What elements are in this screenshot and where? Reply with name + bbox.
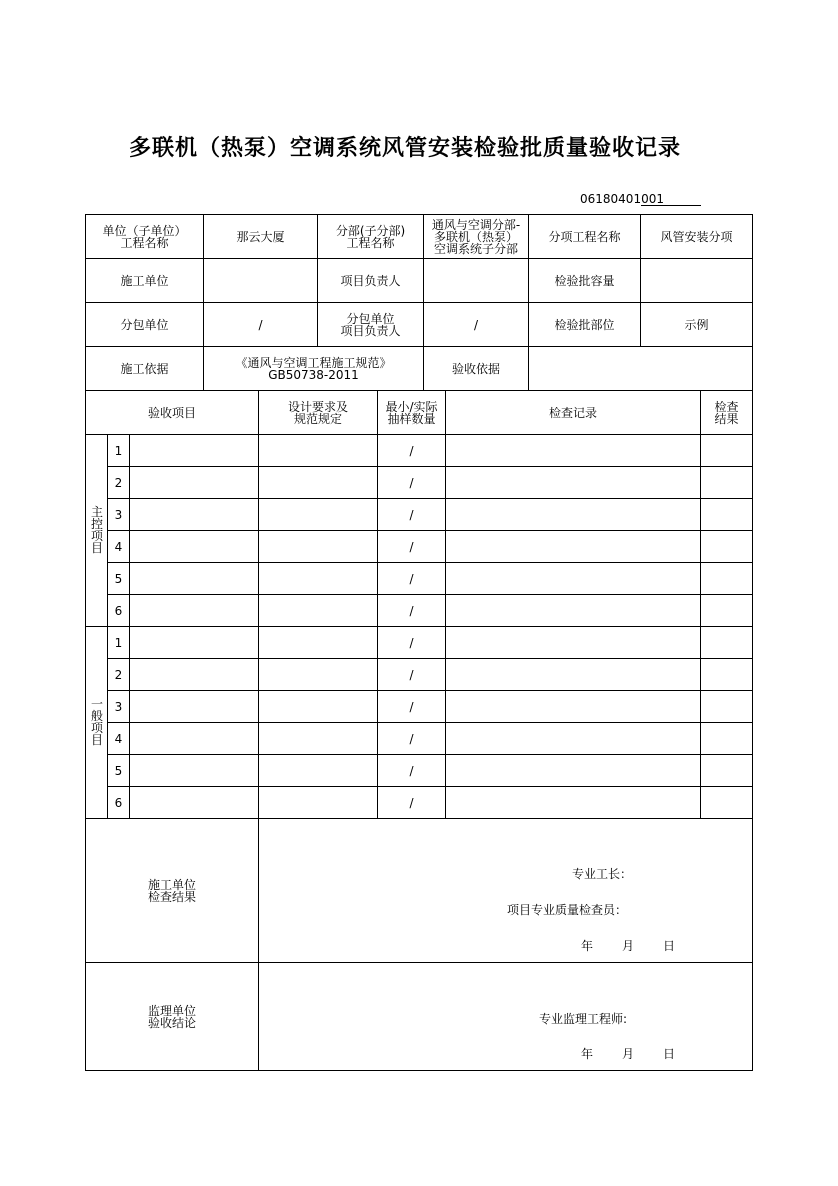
acceptance-basis-label: 验收依据 bbox=[451, 361, 500, 376]
general-row-no: 5 bbox=[114, 763, 123, 778]
foreman-signature-label: 专业工长： bbox=[572, 867, 633, 881]
page-title: 多联机（热泵）空调系统风管安装检验批质量验收记录 bbox=[128, 135, 681, 161]
general-group-label: 一般项目 bbox=[90, 697, 103, 747]
sub-manager-value: / bbox=[473, 317, 479, 332]
contractor-label: 施工单位 bbox=[120, 273, 169, 288]
project-manager-label: 项目负责人 bbox=[340, 273, 401, 288]
division-name-value: 通风与空调分部- 多联机（热泵） 空调系统子分部 bbox=[431, 217, 521, 256]
general-row-sample: / bbox=[409, 731, 414, 746]
general-row-sample: / bbox=[409, 635, 414, 650]
batch-capacity-label: 检验批容量 bbox=[554, 273, 615, 288]
main-row-sample: / bbox=[409, 507, 414, 522]
supervisor-date-day: 日 bbox=[663, 1047, 676, 1061]
supervisor-conclusion-label: 监理单位 验收结论 bbox=[147, 1003, 196, 1030]
col-header-sample: 最小/实际 抽样数量 bbox=[385, 399, 438, 426]
col-header-record: 检查记录 bbox=[548, 405, 597, 420]
contractor-date-month: 月 bbox=[622, 939, 635, 953]
qc-inspector-signature-label: 项目专业质量检查员： bbox=[507, 903, 628, 917]
document-number-prefix: 06180401 bbox=[580, 192, 642, 206]
main-row-no: 6 bbox=[114, 603, 123, 618]
col-header-result: 检查 结果 bbox=[714, 399, 739, 426]
main-control-group-label: 主控项目 bbox=[90, 505, 103, 555]
main-row-no: 4 bbox=[114, 539, 123, 554]
construction-basis-value: 《通风与空调工程施工规范》 GB50738-2011 bbox=[235, 355, 392, 382]
supervising-engineer-signature-label: 专业监理工程师: bbox=[539, 1012, 628, 1026]
unit-name-label: 单位（子单位） 工程名称 bbox=[102, 223, 187, 250]
general-row-no: 3 bbox=[114, 699, 123, 714]
main-row-sample: / bbox=[409, 539, 414, 554]
construction-basis-label: 施工依据 bbox=[120, 361, 169, 376]
col-header-design: 设计要求及 规范规定 bbox=[287, 399, 348, 426]
subitem-name-label: 分项工程名称 bbox=[548, 229, 621, 244]
supervisor-date-month: 月 bbox=[622, 1047, 635, 1061]
general-row-sample: / bbox=[409, 763, 414, 778]
subitem-name-value: 风管安装分项 bbox=[660, 229, 733, 244]
sub-manager-label: 分包单位 项目负责人 bbox=[340, 311, 401, 338]
subcontractor-value: / bbox=[258, 317, 263, 332]
general-row-no: 4 bbox=[114, 731, 123, 746]
contractor-check-label: 施工单位 检查结果 bbox=[147, 877, 196, 904]
unit-name-value: 那云大厦 bbox=[236, 229, 285, 244]
main-row-no: 1 bbox=[114, 443, 123, 458]
batch-location-value: 示例 bbox=[684, 317, 709, 332]
main-row-sample: / bbox=[409, 443, 414, 458]
col-header-item: 验收项目 bbox=[147, 405, 196, 420]
main-row-no: 5 bbox=[114, 571, 123, 586]
general-row-sample: / bbox=[409, 667, 414, 682]
subcontractor-label: 分包单位 bbox=[120, 317, 169, 332]
main-row-no: 3 bbox=[114, 507, 123, 522]
document-number-suffix: 001 bbox=[641, 193, 701, 206]
contractor-date-year: 年 bbox=[581, 939, 594, 953]
division-name-label: 分部(子分部) 工程名称 bbox=[335, 223, 406, 250]
contractor-date-day: 日 bbox=[663, 939, 676, 953]
general-row-sample: / bbox=[409, 795, 414, 810]
supervisor-date-year: 年 bbox=[581, 1047, 594, 1061]
main-row-sample: / bbox=[409, 475, 414, 490]
batch-location-label: 检验批部位 bbox=[554, 317, 615, 332]
main-row-no: 2 bbox=[114, 475, 123, 490]
general-row-no: 6 bbox=[114, 795, 123, 810]
general-row-sample: / bbox=[409, 699, 414, 714]
main-row-sample: / bbox=[409, 603, 414, 618]
general-row-no: 2 bbox=[114, 667, 123, 682]
general-row-no: 1 bbox=[114, 635, 123, 650]
main-row-sample: / bbox=[409, 571, 414, 586]
